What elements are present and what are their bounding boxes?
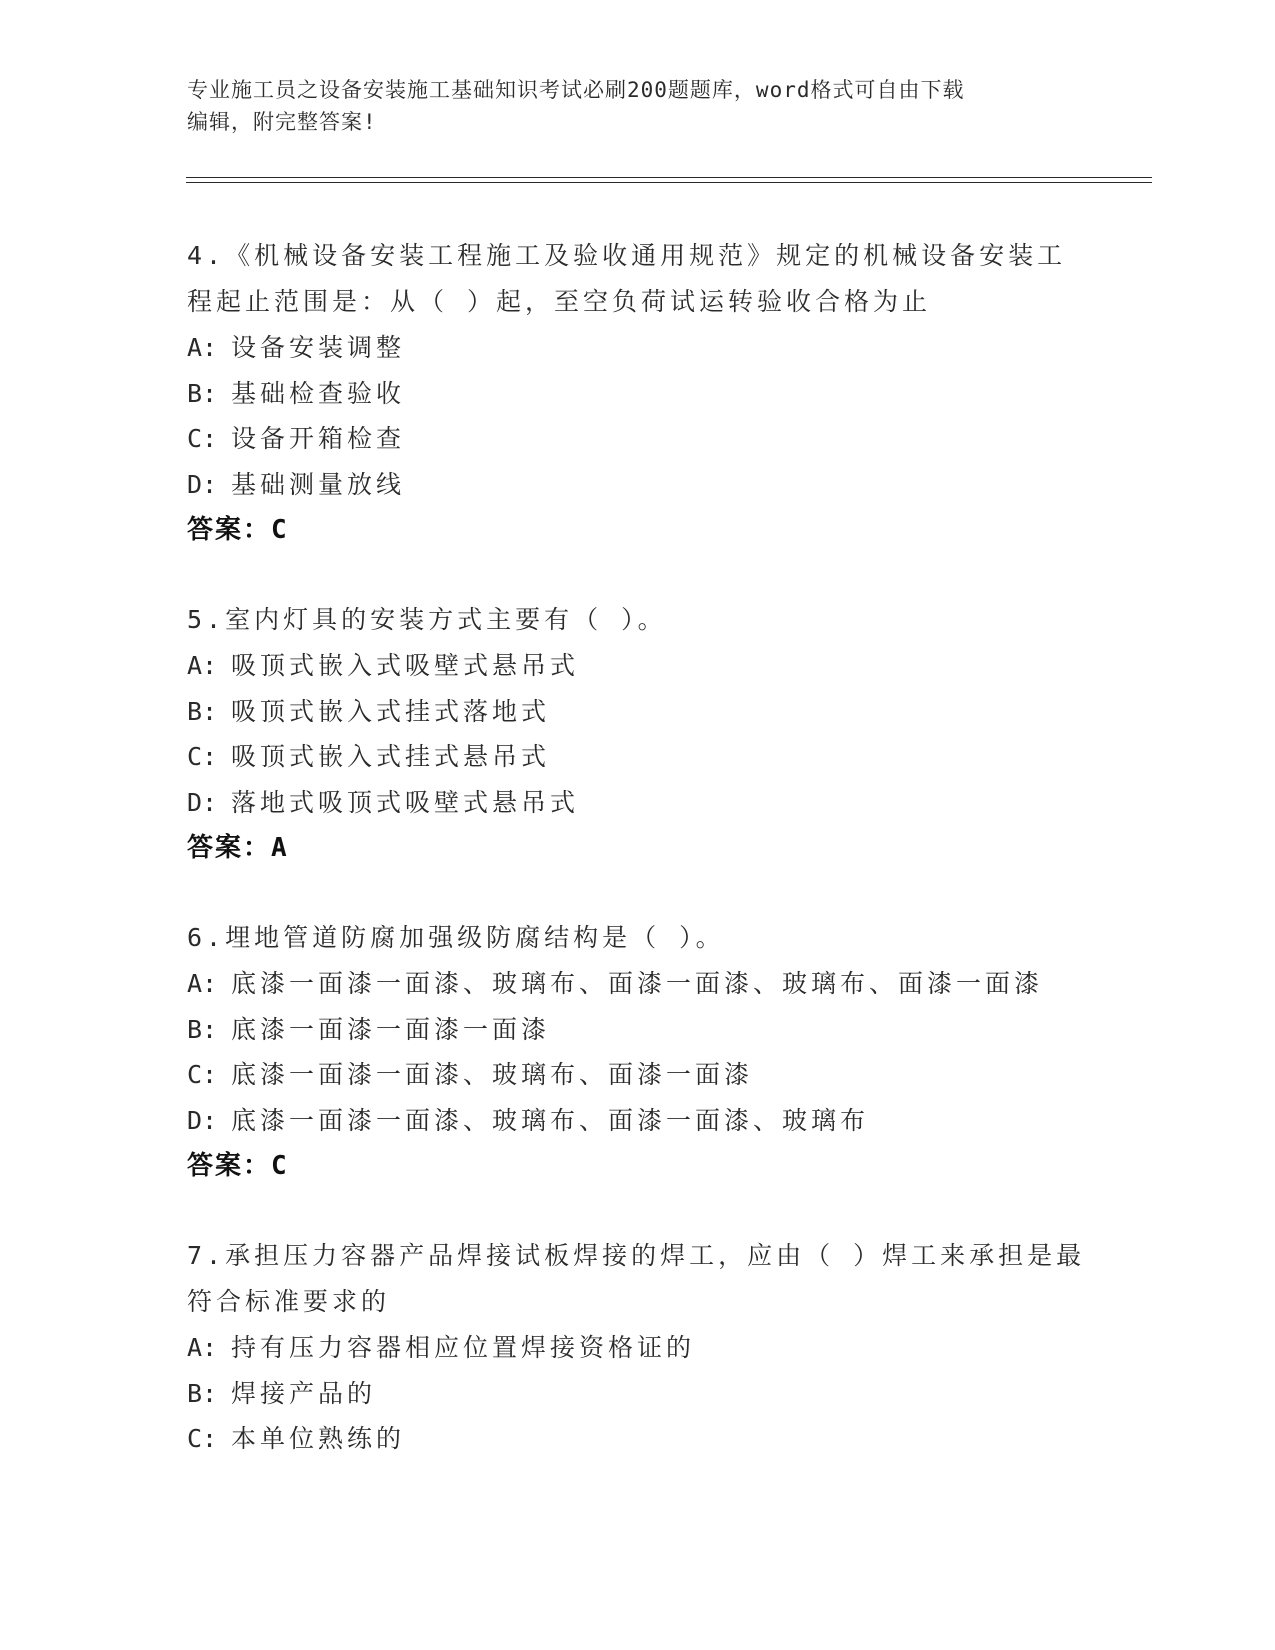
option-key: B: xyxy=(187,696,218,726)
option-key: A: xyxy=(187,333,218,362)
option-key: D: xyxy=(187,469,218,499)
option-a xyxy=(187,643,1087,689)
option-key: A: xyxy=(187,651,218,680)
header-line-1: 专业施工员之设备安装施工基础知识考试必刷200题题库，word格式可自由下载 xyxy=(187,78,965,102)
option-c xyxy=(187,1052,1087,1098)
option-a xyxy=(187,325,1087,371)
option-key: C: xyxy=(187,742,218,771)
header-divider-top xyxy=(186,177,1152,178)
option-d xyxy=(187,1098,1087,1144)
option-text: 底漆一面漆一面漆一面漆 xyxy=(231,1014,551,1044)
option-text: 底漆一面漆一面漆、玻璃布、面漆一面漆、玻璃布 xyxy=(231,1105,870,1135)
option-key: C: xyxy=(187,424,218,453)
option-d xyxy=(187,462,1087,508)
option-key: B: xyxy=(187,378,218,408)
answer-line: 答案：C xyxy=(187,515,289,545)
document-header xyxy=(187,74,1067,138)
option-c xyxy=(187,416,1087,462)
question-stem: 4.《机械设备安装工程施工及验收通用规范》规定的机械设备安装工 xyxy=(187,241,1067,270)
option-key: A: xyxy=(187,1333,218,1362)
option-text: 落地式吸顶式吸壁式悬吊式 xyxy=(231,787,580,817)
option-key: C: xyxy=(187,1424,218,1453)
question-stem-continued: 程起止范围是：从（ ）起，至空负荷试运转验收合格为止 xyxy=(187,287,932,316)
option-c xyxy=(187,734,1087,780)
option-a xyxy=(187,1325,1087,1371)
question-stem: 5.室内灯具的安装方式主要有（ ）。 xyxy=(187,605,667,634)
option-text: 吸顶式嵌入式挂式悬吊式 xyxy=(231,742,551,771)
question-stem-continued: 符合标准要求的 xyxy=(187,1287,391,1316)
option-text: 设备开箱检查 xyxy=(231,424,406,453)
option-c xyxy=(187,1416,1087,1462)
option-text: 吸顶式嵌入式挂式落地式 xyxy=(231,696,551,726)
option-key: B: xyxy=(187,1378,218,1408)
answer-line: 答案：A xyxy=(187,833,289,863)
option-text: 吸顶式嵌入式吸壁式悬吊式 xyxy=(231,651,580,680)
option-key: C: xyxy=(187,1060,218,1089)
option-a xyxy=(187,961,1087,1007)
question-7 xyxy=(187,1233,1087,1462)
option-b xyxy=(187,1007,1087,1053)
option-text: 底漆一面漆一面漆、玻璃布、面漆一面漆 xyxy=(231,1060,754,1089)
header-line-2: 编辑，附完整答案! xyxy=(187,110,377,134)
option-key: D: xyxy=(187,1105,218,1135)
question-stem: 7.承担压力容器产品焊接试板焊接的焊工，应由（ ）焊工来承担是最 xyxy=(187,1241,1086,1270)
option-d xyxy=(187,780,1087,826)
option-key: D: xyxy=(187,787,218,817)
option-text: 底漆一面漆一面漆、玻璃布、面漆一面漆、玻璃布、面漆一面漆 xyxy=(231,969,1044,998)
option-b xyxy=(187,1371,1087,1417)
option-text: 本单位熟练的 xyxy=(231,1424,406,1453)
question-5 xyxy=(187,597,1087,871)
option-b xyxy=(187,371,1087,417)
option-text: 设备安装调整 xyxy=(231,333,406,362)
option-key: B: xyxy=(187,1014,218,1044)
option-b xyxy=(187,689,1087,735)
question-4 xyxy=(187,233,1087,553)
question-stem: 6.埋地管道防腐加强级防腐结构是（ ）。 xyxy=(187,923,725,952)
option-text: 持有压力容器相应位置焊接资格证的 xyxy=(231,1333,696,1362)
option-text: 基础检查验收 xyxy=(231,378,406,408)
option-text: 基础测量放线 xyxy=(231,469,406,499)
option-text: 焊接产品的 xyxy=(231,1378,377,1408)
question-6 xyxy=(187,915,1087,1189)
header-divider-bottom xyxy=(186,182,1152,183)
answer-line: 答案：C xyxy=(187,1151,289,1181)
option-key: A: xyxy=(187,969,218,998)
